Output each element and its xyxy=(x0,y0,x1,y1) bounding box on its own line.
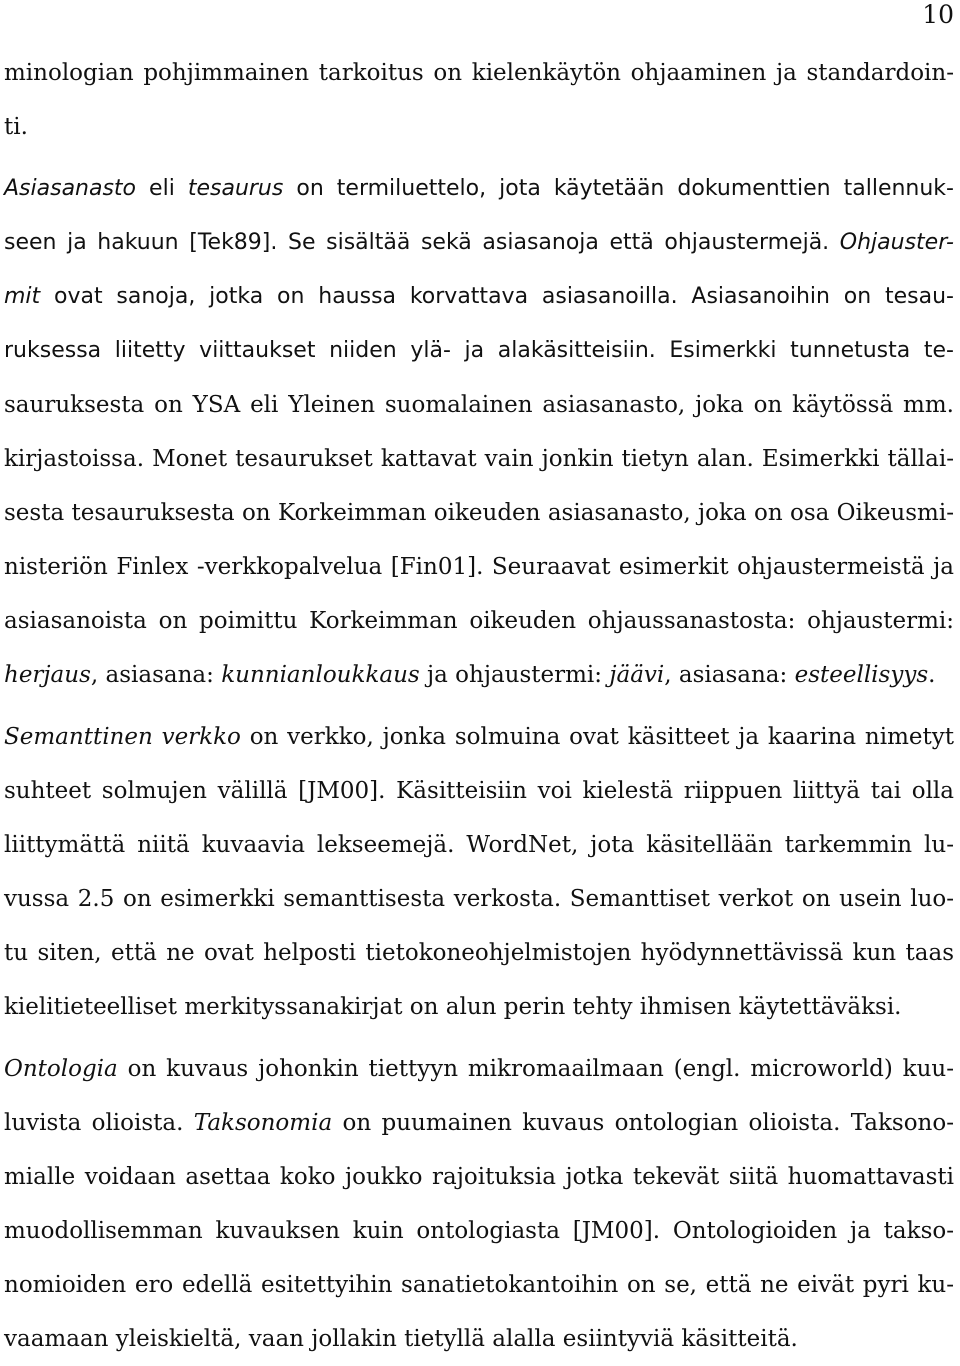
text-line xyxy=(4,1150,954,1204)
text-line xyxy=(4,270,954,324)
paragraph-gap xyxy=(4,1034,954,1042)
text-run: tu siten, että ne ovat helposti tietokoneohjelmistojen hyödynnettävissä kun taas xyxy=(4,940,954,966)
italic-term: mit xyxy=(4,284,41,309)
text-run: ovat sanoja, jotka on haussa korvattava asiasanoilla. Asiasanoihin on tesau- xyxy=(40,284,954,309)
italic-term: herjaus xyxy=(4,662,91,688)
text-line xyxy=(4,1042,954,1096)
text-run: on puumainen kuvaus ontologian olioista. Taksono- xyxy=(332,1110,954,1136)
paragraph-p3 xyxy=(4,710,954,1034)
italic-term: kunnianloukkaus xyxy=(221,662,420,688)
italic-term: tesaurus xyxy=(187,176,284,201)
text-run: suhteet solmujen välillä [JM00]. Käsitteisiin voi kielestä riippuen liittyä tai olla xyxy=(4,778,954,804)
text-line xyxy=(4,216,954,270)
text-run: seen ja hakuun [Tek89]. Se sisältää sekä asiasanoja että ohjaustermejä. xyxy=(4,230,840,255)
text-run: , asiasana: xyxy=(90,662,222,688)
text-line xyxy=(4,1258,954,1312)
text-run: asiasanoista on poimittu Korkeimman oikeuden ohjaussanastosta: ohjaustermi: xyxy=(4,608,954,634)
text-run: ruksessa liitetty viittaukset niiden ylä- ja alakäsitteisiin. Esimerkki tunnetusta te- xyxy=(4,338,954,363)
text-line xyxy=(4,46,954,100)
text-line xyxy=(4,818,954,872)
text-run: vaamaan yleiskieltä, vaan jollakin tietyllä alalla esiintyviä käsitteitä. xyxy=(4,1326,798,1352)
text-run: on termiluettelo, jota käytetään dokumenttien tallennuk- xyxy=(283,176,954,201)
text-line xyxy=(4,648,954,702)
text-line xyxy=(4,710,954,764)
text-run: . xyxy=(928,662,936,688)
text-run: mialle voidaan asettaa koko joukko rajoituksia jotka tekevät siitä huomattavasti xyxy=(4,1164,954,1190)
text-run: , asiasana: xyxy=(664,662,795,688)
italic-term: Ontologia xyxy=(4,1056,118,1082)
paragraph-p2 xyxy=(4,162,954,702)
text-run: nomioiden ero edellä esitettyihin sanatietokantoihin on se, että ne eivät pyri ku- xyxy=(4,1272,954,1298)
text-line xyxy=(4,594,954,648)
italic-term: Ohjauster- xyxy=(839,230,954,255)
paragraph-p1 xyxy=(4,46,954,154)
paragraph-gap xyxy=(4,702,954,710)
text-line xyxy=(4,1204,954,1258)
text-run: on verkko, jonka solmuina ovat käsitteet ja kaarina nimetyt xyxy=(240,724,954,750)
text-run: sesta tesauruksesta on Korkeimman oikeuden asiasanasto, joka on osa Oikeusmi- xyxy=(4,500,954,526)
italic-term: Asiasanasto xyxy=(4,176,137,201)
text-line xyxy=(4,926,954,980)
text-line xyxy=(4,432,954,486)
text-run: kirjastoissa. Monet tesaurukset kattavat vain jonkin tietyn alan. Esimerkki tällai- xyxy=(4,446,954,472)
text-run: kielitieteelliset merkityssanakirjat on alun perin tehty ihmisen käytettäväksi. xyxy=(4,994,902,1020)
text-run: minologian pohjimmainen tarkoitus on kielenkäytön ohjaaminen ja standardoin- xyxy=(4,60,954,86)
text-line xyxy=(4,162,954,216)
text-line xyxy=(4,980,954,1034)
text-line xyxy=(4,540,954,594)
text-line xyxy=(4,1096,954,1150)
text-run: eli xyxy=(136,176,188,201)
text-line xyxy=(4,378,954,432)
text-line xyxy=(4,764,954,818)
text-run: ti. xyxy=(4,114,28,140)
text-run: on kuvaus johonkin tiettyyn mikromaailmaan (engl. microworld) kuu- xyxy=(117,1056,954,1082)
paragraph-p4 xyxy=(4,1042,954,1366)
italic-term: Semanttinen verkko xyxy=(4,724,241,750)
text-line xyxy=(4,1312,954,1366)
text-run: luvista olioista. xyxy=(4,1110,194,1136)
italic-term: esteellisyys xyxy=(794,662,929,688)
page-number: 10 xyxy=(922,0,954,29)
text-run: nisteriön Finlex -verkkopalvelua [Fin01]. Seuraavat esimerkit ohjaustermeistä ja xyxy=(4,554,954,580)
text-run: liittymättä niitä kuvaavia lekseemejä. WordNet, jota käsitellään tarkemmin lu- xyxy=(4,832,954,858)
text-line xyxy=(4,872,954,926)
text-run: muodollisemman kuvauksen kuin ontologiasta [JM00]. Ontologioiden ja takso- xyxy=(4,1218,954,1244)
italic-term: jäävi xyxy=(609,662,665,688)
italic-term: Taksonomia xyxy=(193,1110,333,1136)
text-run: ja ohjaustermi: xyxy=(419,662,610,688)
paragraph-gap xyxy=(4,154,954,162)
body-text xyxy=(4,46,954,1366)
text-line xyxy=(4,100,954,154)
text-line xyxy=(4,486,954,540)
text-run: sauruksesta on YSA eli Yleinen suomalainen asiasanasto, joka on käytössä mm. xyxy=(4,392,954,418)
text-line xyxy=(4,324,954,378)
text-run: vussa 2.5 on esimerkki semanttisesta verkosta. Semanttiset verkot on usein luo- xyxy=(4,886,954,912)
